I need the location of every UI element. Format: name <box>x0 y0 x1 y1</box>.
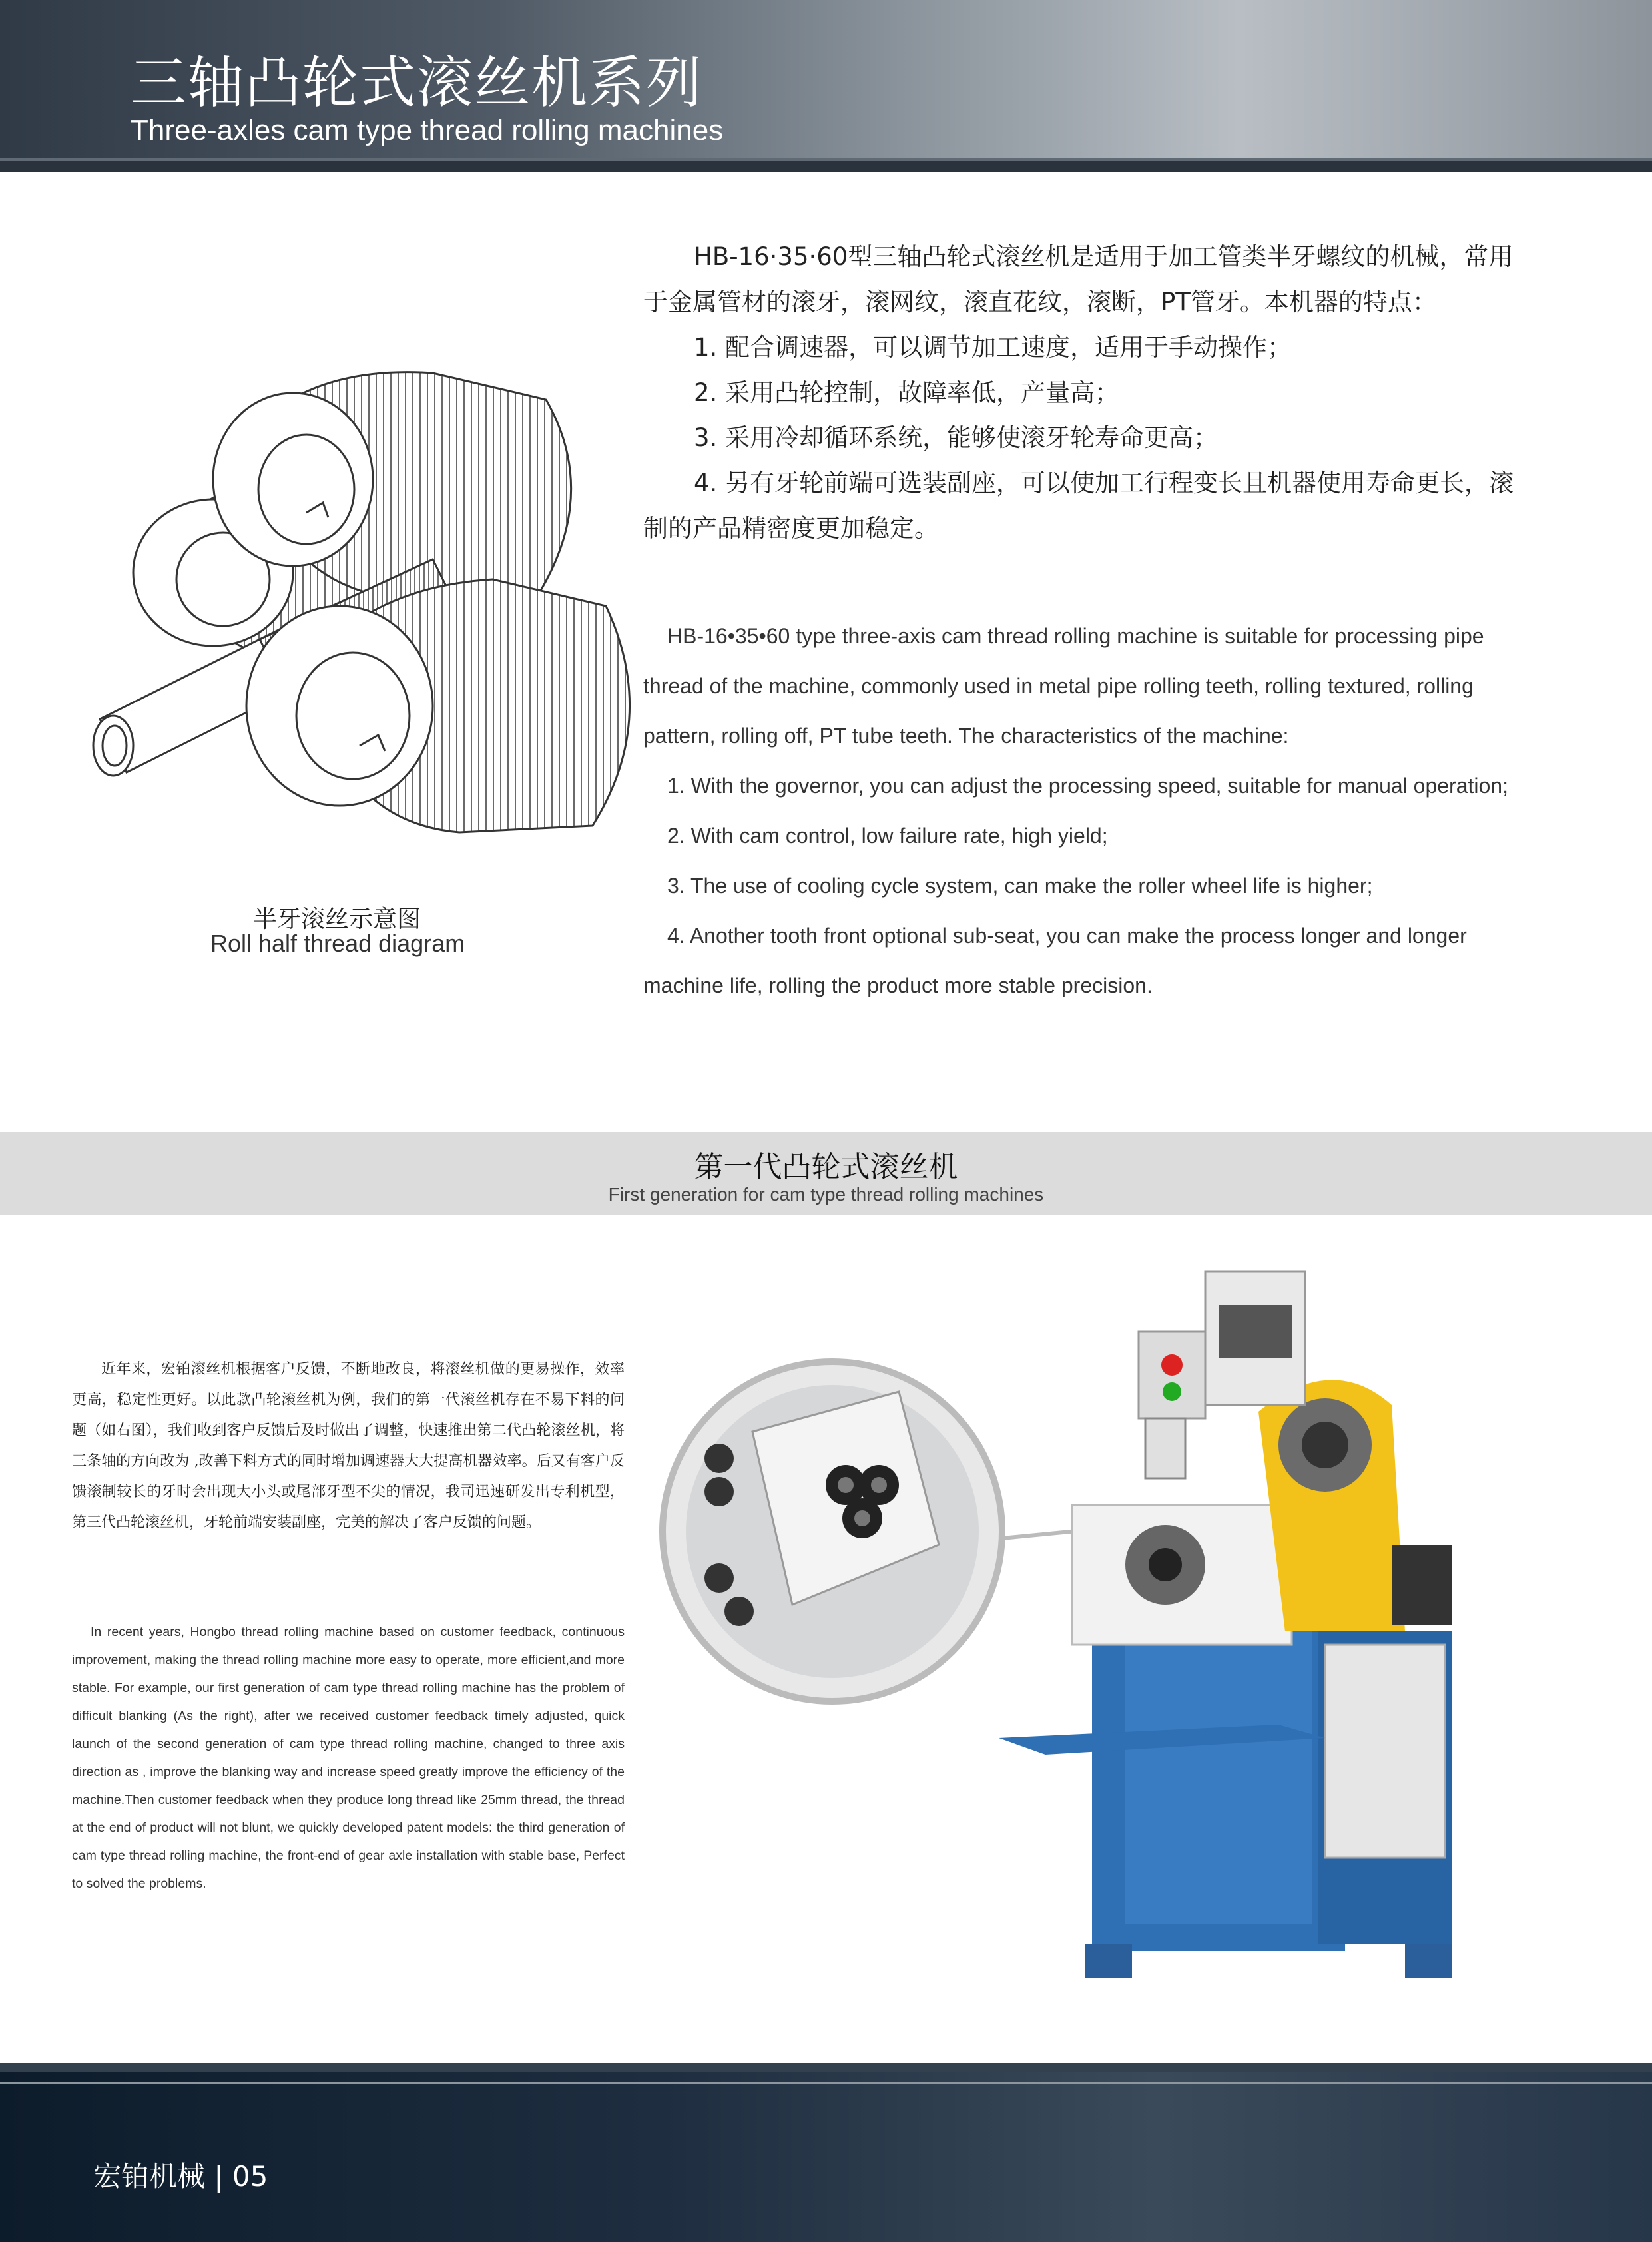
intro-cn-paragraph: HB-16·35·60型三轴凸轮式滚丝机是适用于加工管类半牙螺纹的机械，常用于金属管材的滚牙，滚网纹，滚直花纹，滚断，PT管牙。本机器的特点： <box>643 242 1514 316</box>
footer-divider <box>0 2082 1652 2084</box>
footer-brand: 宏铂机械 <box>93 2160 206 2193</box>
header-bottom-band <box>0 161 1652 172</box>
intro-cn-item: 4. 另有牙轮前端可选装副座，可以使加工行程变长且机器使用寿命更长，滚制的产品精密度更加稳定。 <box>643 469 1514 543</box>
history-en-block <box>72 1618 625 1898</box>
page-title-en: Three-axles cam type thread rolling machines <box>131 114 724 146</box>
footer-page-number: 05 <box>232 2160 268 2193</box>
section-title-en: First generation for cam type thread rolling machines <box>608 1184 1044 1205</box>
history-cn-block <box>72 1354 625 1538</box>
page-footer <box>0 2063 1652 2242</box>
diagram-caption-cn: 半牙滚丝示意图 <box>253 906 421 933</box>
intro-en-paragraph: HB-16•35•60 type three-axis cam thread rolling machine is suitable for processing pipe thread of the machine, commonly used in metal pipe rolling teeth, rolling textured, rolling pattern, rolling off, PT tube teeth. The characteristics of the machine: <box>643 624 1484 748</box>
section-title-cn: 第一代凸轮式滚丝机 <box>694 1150 958 1184</box>
footer-top-band <box>0 2063 1652 2072</box>
intro-en-block <box>643 611 1529 1011</box>
intro-en-item: 3. The use of cooling cycle system, can make the roller wheel life is higher; <box>667 874 1373 898</box>
history-cn-paragraph: 近年来，宏铂滚丝机根据客户反馈，不断地改良，将滚丝机做的更易操作，效率更高，稳定性更好。以此款凸轮滚丝机为例，我们的第一代滚丝机存在不易下料的问题（如右图），我们收到客户反馈后及时做出了调整，快速推出第二代凸轮滚丝机，将三条轴的方向改为 ,改善下料方式的同时增加调速器大大提高机器效率。后又有客户反馈滚制较长的牙时会出现大小头或尾部牙型不尖的情况，我司迅速研发出专利机型，第三代凸轮滚丝机，牙轮前端安装副座，完美的解决了客户反馈的问题。 <box>72 1361 625 1531</box>
footer-text <box>93 2155 268 2195</box>
intro-en-item: 1. With the governor, you can adjust the processing speed, suitable for manual operation; <box>667 774 1508 798</box>
intro-cn-item: 1. 配合调速器，可以调节加工速度，适用于手动操作； <box>694 333 1292 362</box>
intro-en-item: 2. With cam control, low failure rate, high yield; <box>667 824 1108 848</box>
intro-en-item: 4. Another tooth front optional sub-seat, you can make the process longer and longer machine life, rolling the product more stable precision. <box>643 924 1467 997</box>
thread-rolling-diagram <box>87 346 646 879</box>
page-title-cn: 三轴凸轮式滚丝机系列 <box>131 50 704 115</box>
intro-cn-item: 3. 采用冷却循环系统，能够使滚牙轮寿命更高； <box>694 423 1219 452</box>
diagram-caption-en: Roll half thread diagram <box>210 930 465 957</box>
machine-photo <box>659 1259 1538 1991</box>
footer-separator: | <box>214 2160 232 2193</box>
intro-cn-item: 2. 采用凸轮控制，故障率低，产量高； <box>694 378 1120 407</box>
history-en-paragraph: In recent years, Hongbo thread rolling machine based on customer feedback, continuous improvement, making the thread rolling machine more easy to operate, more efficient,and more stable. For example, our first generation of cam type thread rolling machine has the problem of difficult blanking (As the right), after we received customer feedback timely adjusted, quick launch of the second generation of cam type thread rolling machine, changed to three axis direction as , improve the blanking way and increase speed greatly improve the efficiency of the machine.Then customer feedback when they produce long thread like 25mm thread, the thread at the end of product will not blunt, we quickly developed patent models: the third generation of cam type thread rolling machine, the front-end of gear axle installation with stable base, Perfect to solved the problems. <box>72 1625 625 1891</box>
intro-cn-block <box>643 234 1529 551</box>
